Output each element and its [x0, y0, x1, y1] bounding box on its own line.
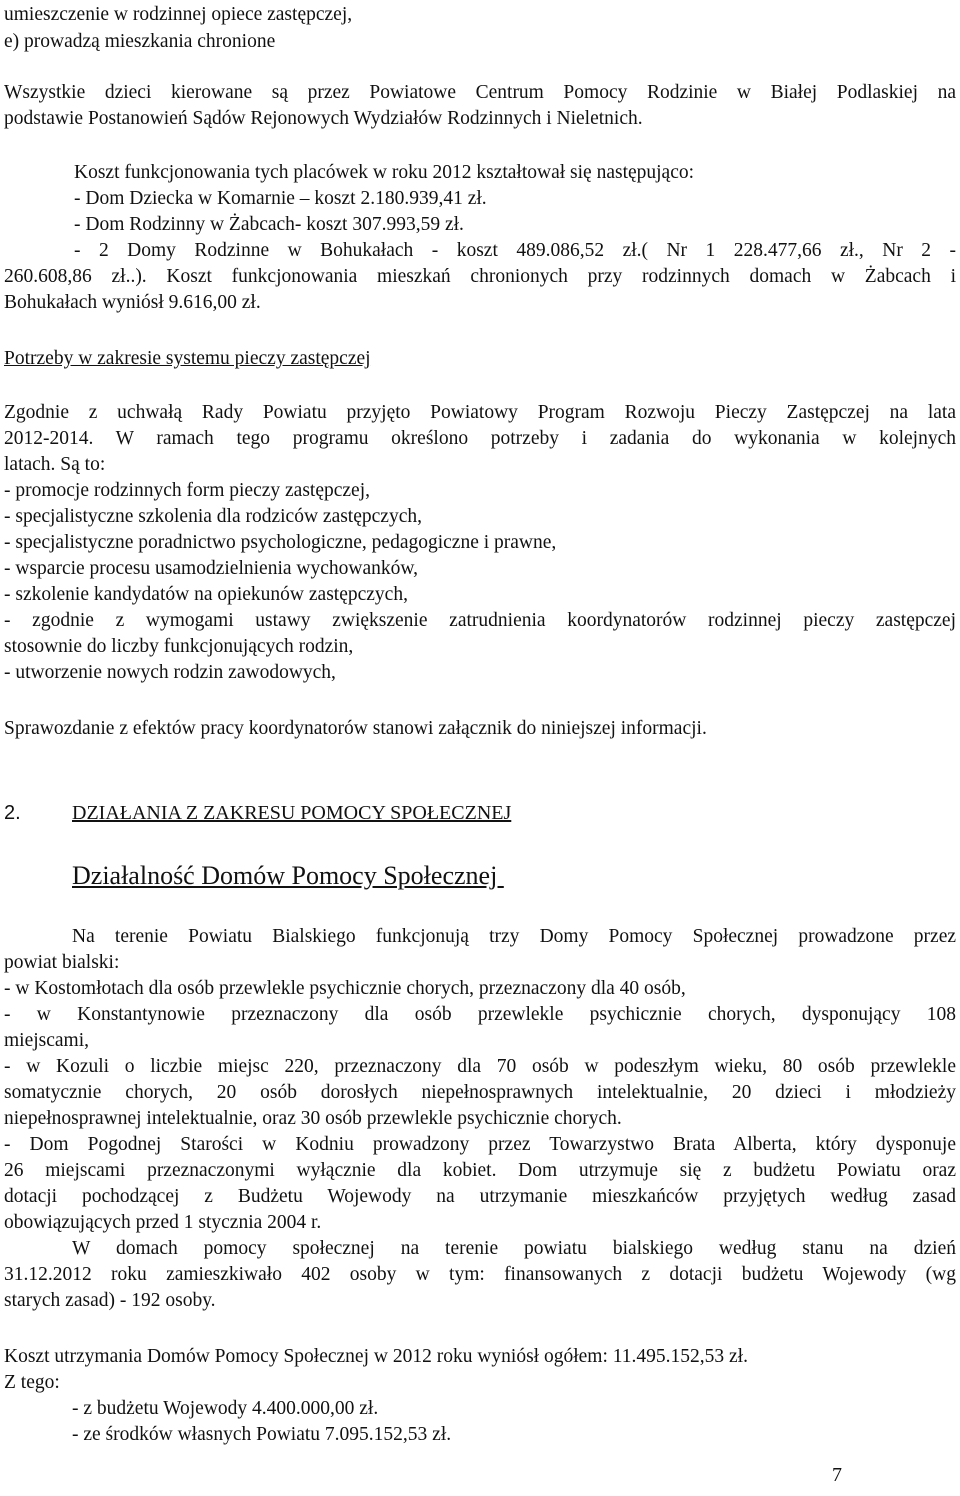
- text-line: - Dom Dziecka w Komarnie – koszt 2.180.939,41 zł.: [74, 188, 487, 209]
- text-line: 260.608,86 zł..). Koszt funkcjonowania mieszkań chronionych przy rodzinnych domach w Żabcach i: [4, 266, 956, 287]
- text-line: starych zasad) - 192 osoby.: [4, 1290, 216, 1311]
- text-line: powiat bialski:: [4, 952, 120, 973]
- list-item: - ze środków własnych Powiatu 7.095.152,53 zł.: [72, 1424, 452, 1445]
- text-line: 2012-2014. W ramach tego programu określono potrzeby i zadania do wykonania w kolejnych: [4, 428, 956, 449]
- text-line: dotacji pochodzącej z Budżetu Wojewody na utrzymanie mieszkańców przyjętych według zasad: [4, 1186, 956, 1207]
- text-line: 26 miejscami przeznaczonymi wyłącznie dla kobiet. Dom utrzymuje się z budżetu Powiatu oraz: [4, 1160, 956, 1181]
- list-item: - specjalistyczne poradnictwo psychologiczne, pedagogiczne i prawne,: [4, 532, 557, 553]
- text-line: miejscami,: [4, 1030, 90, 1051]
- list-item: - w Kozuli o liczbie miejsc 220, przeznaczony dla 70 osób w podeszłym wieku, 80 osób przewlekle: [4, 1056, 956, 1077]
- text-line: latach. Są to:: [4, 454, 106, 475]
- text-line: podstawie Postanowień Sądów Rejonowych Wydziałów Rodzinnych i Nieletnich.: [4, 108, 643, 129]
- list-item: - szkolenie kandydatów na opiekunów zastępczych,: [4, 584, 408, 605]
- text-line: Zgodnie z uchwałą Rady Powiatu przyjęto Powiatowy Program Rozwoju Pieczy Zastępczej na lata: [4, 402, 956, 423]
- list-item: - w Konstantynowie przeznaczony dla osób przewlekle psychicznie chorych, dysponujący 108: [4, 1004, 956, 1025]
- list-item: - utworzenie nowych rodzin zawodowych,: [4, 662, 336, 683]
- text-line: Na terenie Powiatu Bialskiego funkcjonują trzy Domy Pomocy Społecznej prowadzone przez: [72, 926, 956, 947]
- text-line: Koszt utrzymania Domów Pomocy Społecznej w 2012 roku wyniósł ogółem: 11.495.152,53 zł.: [4, 1346, 748, 1367]
- text-line: umieszczenie w rodzinnej opiece zastępczej,: [4, 4, 353, 25]
- text-line: Koszt funkcjonowania tych placówek w roku 2012 kształtował się następująco:: [74, 162, 695, 183]
- text-line: Wszystkie dzieci kierowane są przez Powiatowe Centrum Pomocy Rodzinie w Białej Podlaskiej na: [4, 82, 956, 103]
- subsection-title: Działalność Domów Pomocy Społecznej: [72, 861, 504, 890]
- list-item: - promocje rodzinnych form pieczy zastępczej,: [4, 480, 370, 501]
- list-item: - w Kostomłotach dla osób przewlekle psychicznie chorych, przeznaczony dla 40 osób,: [4, 978, 686, 999]
- text-line: niepełnosprawnej intelektualnie, oraz 30 osób przewlekle psychicznie chorych.: [4, 1108, 622, 1129]
- section-heading: Potrzeby w zakresie systemu pieczy zastępczej: [4, 348, 371, 369]
- text-line: Sprawozdanie z efektów pracy koordynatorów stanowi załącznik do niniejszej informacji.: [4, 718, 707, 739]
- text-line: Bohukałach wyniósł 9.616,00 zł.: [4, 292, 261, 313]
- text-line: obowiązujących przed 1 stycznia 2004 r.: [4, 1212, 322, 1233]
- section-title: DZIAŁANIA Z ZAKRESU POMOCY SPOŁECZNEJ: [72, 802, 512, 824]
- list-item: - specjalistyczne szkolenia dla rodziców zastępczych,: [4, 506, 422, 527]
- list-item: - zgodnie z wymogami ustawy zwiększenie zatrudnienia koordynatorów rodzinnej pieczy zastępczej: [4, 610, 956, 631]
- text-line: Z tego:: [4, 1372, 60, 1393]
- list-item: - wsparcie procesu usamodzielnienia wychowanków,: [4, 558, 419, 579]
- text-line: - Dom Rodzinny w Żabcach- koszt 307.993,59 zł.: [74, 214, 464, 235]
- section-number: 2.: [4, 802, 21, 824]
- text-line: W domach pomocy społecznej na terenie powiatu bialskiego według stanu na dzień: [72, 1238, 956, 1259]
- text-line: 31.12.2012 roku zamieszkiwało 402 osoby w tym: finansowanych z dotacji budżetu Wojewody (wg: [4, 1264, 956, 1285]
- list-item: - z budżetu Wojewody 4.400.000,00 zł.: [72, 1398, 379, 1419]
- text-line: - 2 Domy Rodzinne w Bohukałach - koszt 489.086,52 zł.( Nr 1 228.477,66 zł., Nr 2 -: [74, 240, 956, 261]
- list-item: - Dom Pogodnej Starości w Kodniu prowadzony przez Towarzystwo Brata Alberta, który dysponuje: [4, 1134, 956, 1155]
- text-line: somatycznie chorych, 20 osób dorosłych niepełnosprawnych intelektualnie, 20 dzieci i młodzieży: [4, 1082, 956, 1103]
- page-number: 7: [832, 1464, 842, 1486]
- text-line: stosownie do liczby funkcjonujących rodzin,: [4, 636, 354, 657]
- text-line: e) prowadzą mieszkania chronione: [4, 31, 276, 52]
